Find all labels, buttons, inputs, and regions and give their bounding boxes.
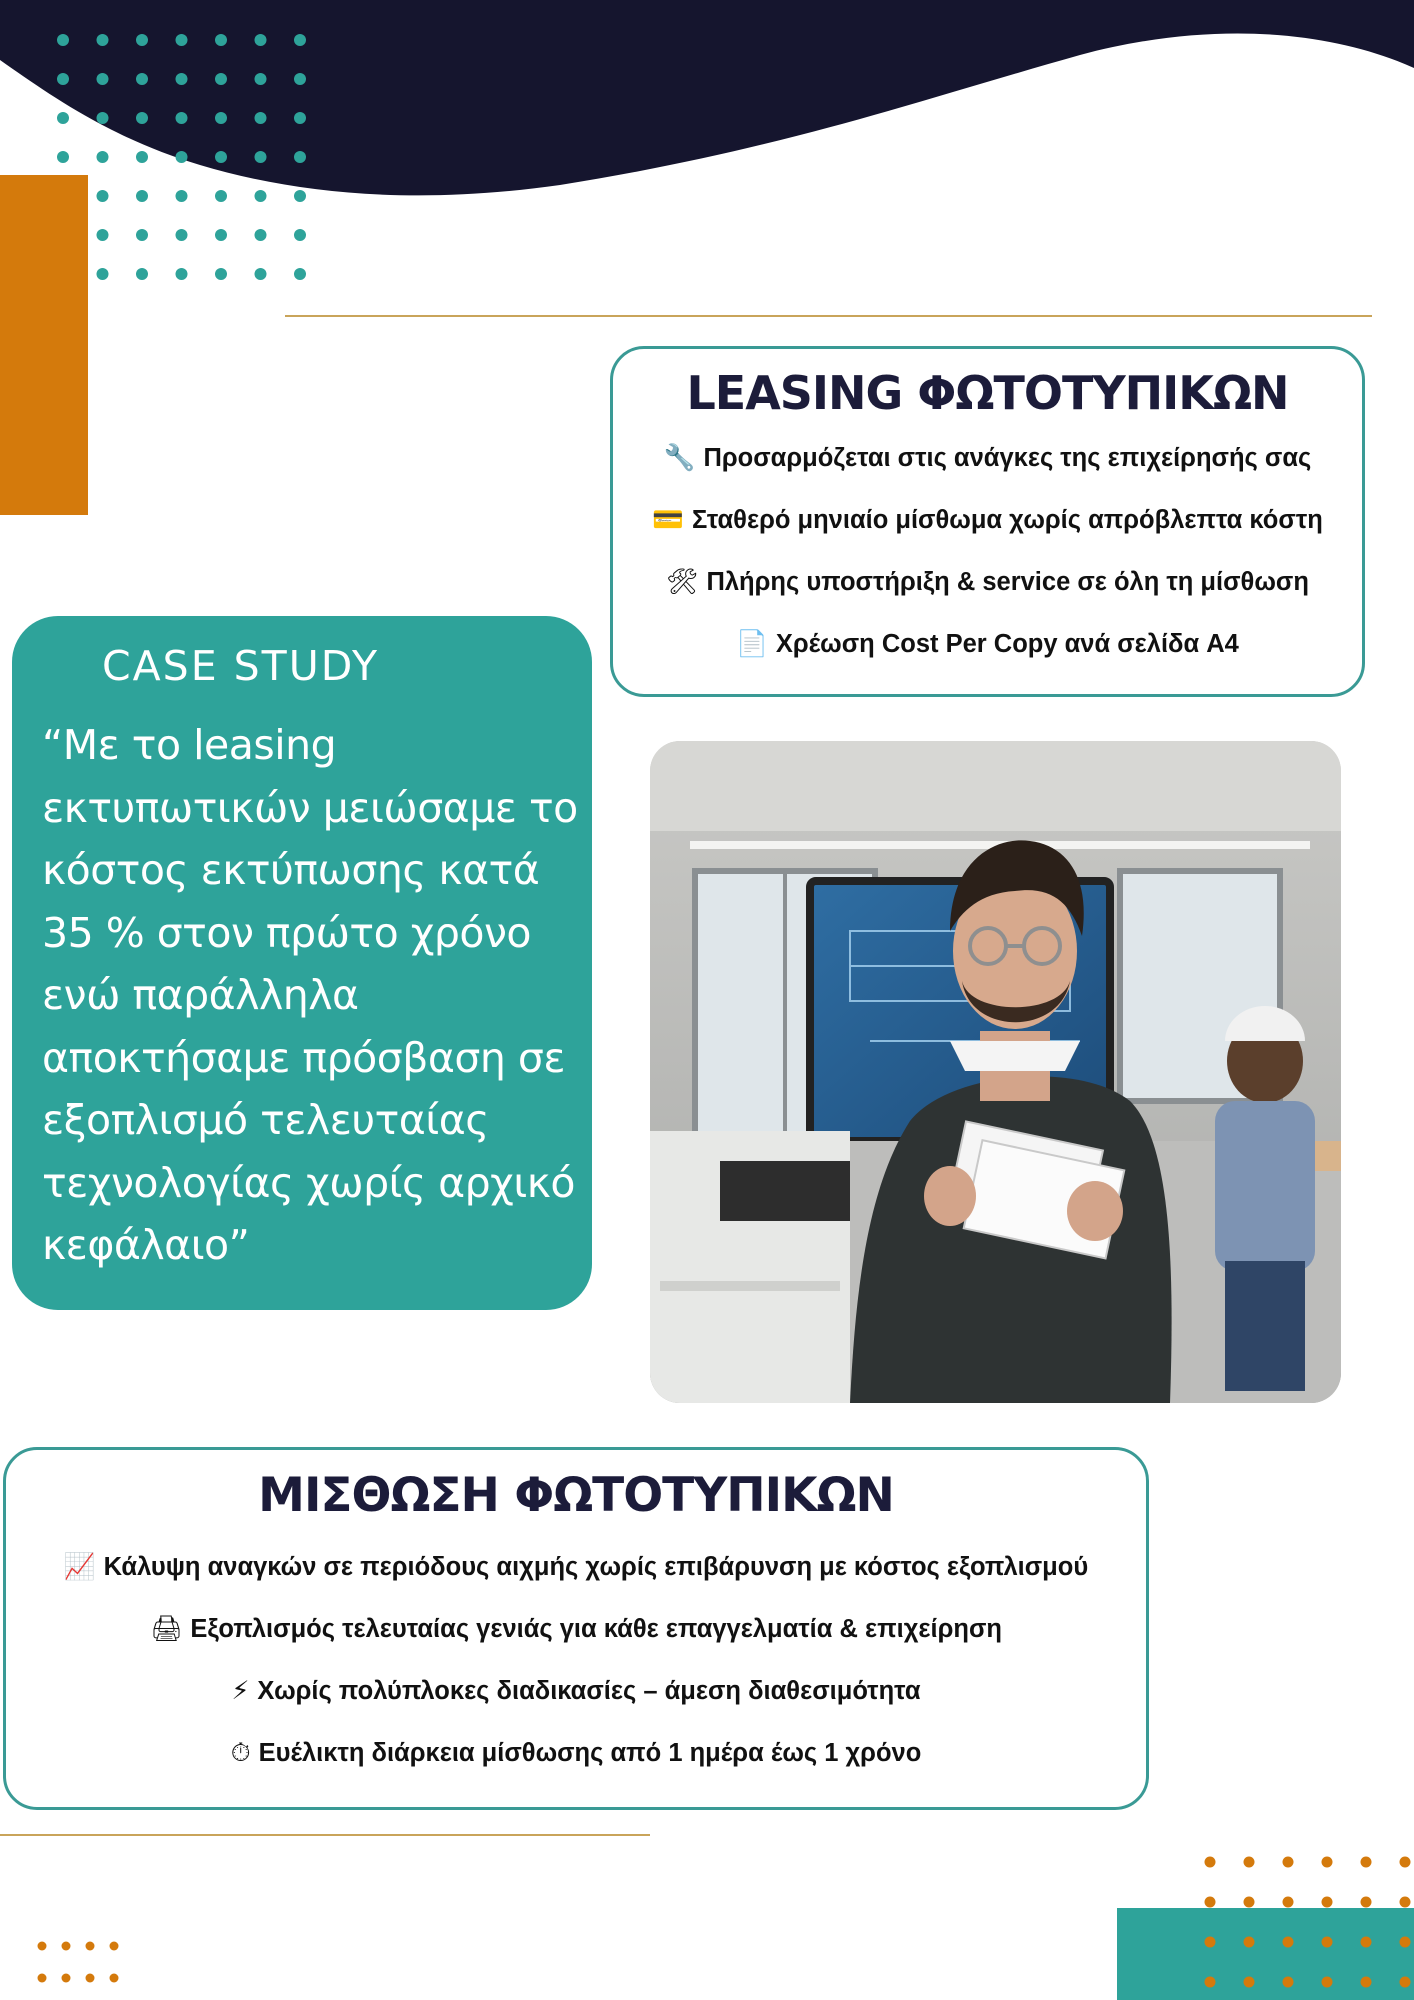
decor-dot [294,151,306,163]
leasing-benefits-list [613,427,1362,675]
decor-dot [97,268,109,280]
decor-dot [294,229,306,241]
decor-dot [215,151,227,163]
decor-dot [136,151,148,163]
decor-dot [1400,1937,1411,1948]
decor-dot [176,268,188,280]
list-item [6,1660,1146,1722]
list-item-text: Κάλυψη αναγκών σε περιόδους αιχμής χωρίς επιβάρυνση με κόστος εξοπλισμού [103,1553,1089,1581]
divider-line-top [285,315,1372,317]
decor-dot [215,112,227,124]
list-item-text: Ευέλικτη διάρκεια μίσθωσης από 1 ημέρα έως 1 χρόνο [258,1739,922,1767]
decor-dot [136,229,148,241]
decor-dot [294,34,306,46]
decor-dot [1283,1857,1294,1868]
decor-dot [136,34,148,46]
decor-dot [97,229,109,241]
decor-dot [97,151,109,163]
office-photo [650,741,1341,1403]
decor-dot [215,190,227,202]
decor-dot [176,112,188,124]
document-icon: 📄 [736,629,768,659]
decor-dot [97,190,109,202]
decor-dot [255,34,267,46]
list-item [6,1722,1146,1784]
list-item [6,1598,1146,1660]
decor-dot [1361,1897,1372,1908]
decor-dot [1322,1977,1333,1988]
decor-dot [294,268,306,280]
decor-dot [255,229,267,241]
decor-dot [110,1942,119,1951]
list-item-text: Πλήρης υποστήριξη & service σε όλη τη μίσθωση [706,568,1309,596]
decor-dot [255,268,267,280]
decor-dot [294,112,306,124]
decor-dot [176,229,188,241]
decor-dot [255,112,267,124]
decor-dot [1361,1977,1372,1988]
decor-dot [1283,1977,1294,1988]
decor-dot [62,1974,71,1983]
list-item [6,1536,1146,1598]
decor-dot [1205,1857,1216,1868]
decor-dot [294,190,306,202]
list-item-text: Εξοπλισμός τελευταίας γενιάς για κάθε επαγγελματία & επιχείρηση [190,1615,1002,1643]
printer-icon: 🖨 [150,1614,183,1644]
decor-dot [136,112,148,124]
list-item-text: Σταθερό μηνιαίο μίσθωμα χωρίς απρόβλεπτα κόστη [691,506,1323,534]
decor-dot [1283,1897,1294,1908]
orange-accent-bar [0,175,88,515]
credit-card-icon: 💳 [652,505,684,535]
decor-dot [62,1942,71,1951]
decor-dot [97,34,109,46]
decor-dot [1322,1857,1333,1868]
list-item-text: Προσαρμόζεται στις ανάγκες της επιχείρησής σας [703,444,1312,472]
list-item [613,489,1362,551]
tools-icon: 🛠 [666,567,699,597]
chart-up-icon: 📈 [63,1552,96,1582]
decor-dot [1205,1897,1216,1908]
decor-dot [255,151,267,163]
decor-dot [1400,1897,1411,1908]
decor-dot [176,34,188,46]
decor-dot [176,151,188,163]
list-item [613,551,1362,613]
decor-dot [57,112,69,124]
list-item-text: Χρέωση Cost Per Copy ανά σελίδα A4 [775,630,1239,658]
case-study-title: CASE STUDY [102,642,380,690]
decor-dot [1400,1977,1411,1988]
decor-dot [57,151,69,163]
decor-dot [1361,1857,1372,1868]
decor-dot [97,73,109,85]
rental-title: ΜΙΣΘΩΣΗ ΦΩΤΟΤΥΠΙΚΩΝ [258,1468,894,1523]
decor-dot [136,268,148,280]
dot-grid-top-left [50,28,310,288]
decor-dot [176,73,188,85]
rental-card [3,1447,1149,1810]
decor-dot [97,112,109,124]
decor-dot [215,73,227,85]
stopwatch-icon: ⏱ [230,1738,251,1768]
decor-dot [57,34,69,46]
decor-dot [1244,1937,1255,1948]
dot-grid-bottom-left [30,1930,130,1990]
list-item [613,613,1362,675]
decor-dot [1283,1937,1294,1948]
case-study-card [12,616,592,1310]
decor-dot [57,73,69,85]
decor-dot [1361,1937,1372,1948]
decor-dot [1244,1977,1255,1988]
dot-grid-bottom-right [1195,1850,1414,2000]
decor-dot [1205,1977,1216,1988]
list-item-text: Χωρίς πολύπλοκες διαδικασίες – άμεση διαθεσιμότητα [257,1677,921,1705]
decor-dot [176,190,188,202]
decor-dot [86,1942,95,1951]
decor-dot [136,190,148,202]
rental-benefits-list [6,1536,1146,1784]
leasing-card [610,346,1365,697]
decor-dot [215,268,227,280]
decor-dot [38,1942,47,1951]
decor-dot [215,229,227,241]
decor-dot [255,73,267,85]
decor-dot [1244,1897,1255,1908]
list-item [613,427,1362,489]
decor-dot [1244,1857,1255,1868]
decor-dot [1205,1937,1216,1948]
divider-line-bottom [0,1834,650,1836]
decor-dot [86,1974,95,1983]
decor-dot [38,1974,47,1983]
decor-dot [110,1974,119,1983]
decor-dot [1322,1937,1333,1948]
wrench-icon: 🔧 [663,443,696,473]
decor-dot [1322,1897,1333,1908]
decor-dot [294,73,306,85]
decor-dot [136,73,148,85]
lightning-icon: ⚡ [231,1676,250,1706]
decor-dot [255,190,267,202]
leasing-title: LEASING ΦΩΤΟΤΥΠΙΚΩΝ [686,366,1289,420]
decor-dot [215,34,227,46]
case-study-quote: “Με το leasing εκτυπωτικών μειώσαμε το κόστος εκτύπωσης κατά 35 % στον πρώτο χρόνο ενώ παράλληλα αποκτήσαμε πρόσβαση σε εξοπλισμό τελευταίας τεχνολογίας χωρίς αρχικό κεφάλαιο” [42,721,578,1269]
decor-dot [1400,1857,1411,1868]
